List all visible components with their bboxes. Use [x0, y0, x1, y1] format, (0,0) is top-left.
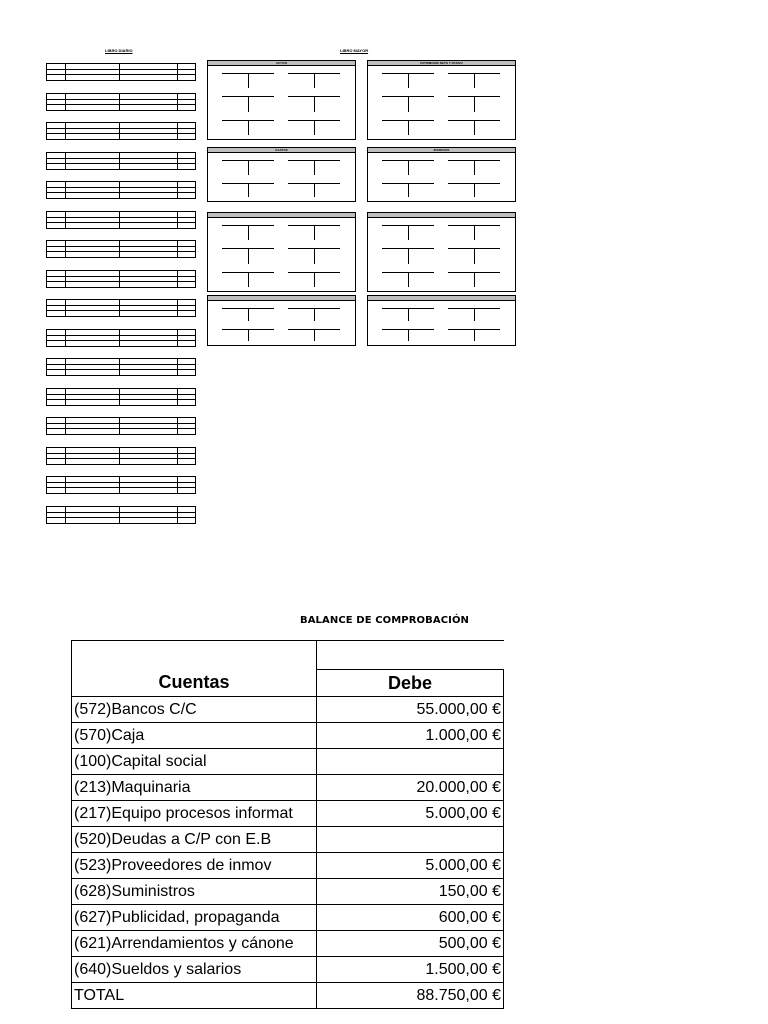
t-account — [448, 272, 500, 287]
diario-entry — [46, 240, 196, 258]
diario-entry — [46, 63, 196, 81]
mayor-section-title: PATRIMONIO NETO Y PASIVO — [368, 61, 515, 66]
header-group-cell — [317, 641, 504, 670]
t-account — [448, 329, 500, 342]
cuenta-cell: (621)Arrendamientos y cánone — [72, 931, 317, 957]
table-row — [72, 723, 504, 749]
diario-entry — [46, 93, 196, 111]
diario-entry — [46, 181, 196, 199]
libro-diario-sheet — [46, 63, 196, 535]
header-debe: Debe — [317, 670, 504, 697]
t-account — [288, 96, 340, 111]
table-row — [72, 827, 504, 853]
cuenta-cell: (100)Capital social — [72, 749, 317, 775]
cuenta-cell: (520)Deudas a C/P con E.B — [72, 827, 317, 853]
table-row — [72, 801, 504, 827]
diario-entry — [46, 270, 196, 288]
t-account — [448, 96, 500, 111]
t-account — [288, 248, 340, 263]
debe-cell: 150,00 € — [317, 879, 504, 905]
cuenta-cell: (627)Publicidad, propaganda — [72, 905, 317, 931]
diario-entry — [46, 211, 196, 229]
t-account — [448, 183, 500, 198]
debe-cell: 20.000,00 € — [317, 775, 504, 801]
mayor-section-title: INGRESOS — [368, 148, 515, 153]
diario-entry — [46, 417, 196, 435]
debe-cell — [317, 827, 504, 853]
mayor-section — [367, 212, 516, 292]
t-account — [288, 225, 340, 240]
mayor-section — [207, 60, 356, 140]
t-account — [222, 225, 274, 240]
diario-entry — [46, 388, 196, 406]
mayor-section-title — [208, 296, 355, 301]
table-row — [72, 983, 504, 1009]
t-account — [288, 308, 340, 321]
t-account — [382, 308, 434, 321]
table-row — [72, 931, 504, 957]
debe-cell: 5.000,00 € — [317, 853, 504, 879]
cuenta-cell: (572)Bancos C/C — [72, 697, 317, 723]
table-row — [72, 749, 504, 775]
mayor-section-title — [368, 296, 515, 301]
cuenta-cell: (523)Proveedores de inmov — [72, 853, 317, 879]
table-row — [72, 957, 504, 983]
t-account — [222, 248, 274, 263]
debe-cell: 55.000,00 € — [317, 697, 504, 723]
diario-entry — [46, 358, 196, 376]
table-row — [72, 905, 504, 931]
t-account — [288, 183, 340, 198]
balance-table — [71, 640, 504, 1009]
libro-mayor-title: LIBRO MAYOR — [340, 48, 369, 53]
mayor-section — [367, 295, 516, 346]
mayor-section — [207, 147, 356, 202]
t-account — [382, 272, 434, 287]
debe-cell: 1.500,00 € — [317, 957, 504, 983]
cuenta-cell: TOTAL — [72, 983, 317, 1009]
t-account — [222, 120, 274, 135]
diario-entry — [46, 506, 196, 524]
mayor-section — [207, 295, 356, 346]
t-account — [222, 329, 274, 342]
t-account — [222, 183, 274, 198]
mayor-section — [367, 60, 516, 140]
t-account — [448, 248, 500, 263]
t-account — [222, 308, 274, 321]
t-account — [382, 73, 434, 88]
diario-entry — [46, 152, 196, 170]
t-account — [288, 120, 340, 135]
t-account — [382, 160, 434, 175]
t-account — [382, 183, 434, 198]
cuenta-cell: (628)Suministros — [72, 879, 317, 905]
diario-entry — [46, 447, 196, 465]
t-account — [382, 120, 434, 135]
cuenta-cell: (570)Caja — [72, 723, 317, 749]
mayor-section-title: GASTOS — [208, 148, 355, 153]
cuenta-cell: (640)Sueldos y salarios — [72, 957, 317, 983]
diario-entry — [46, 476, 196, 494]
t-account — [222, 96, 274, 111]
mayor-section-title — [208, 213, 355, 218]
mayor-section-title — [368, 213, 515, 218]
t-account — [382, 329, 434, 342]
debe-cell: 600,00 € — [317, 905, 504, 931]
cuenta-cell: (213)Maquinaria — [72, 775, 317, 801]
debe-cell: 500,00 € — [317, 931, 504, 957]
t-account — [288, 272, 340, 287]
diario-entry — [46, 122, 196, 140]
t-account — [288, 73, 340, 88]
debe-cell: 5.000,00 € — [317, 801, 504, 827]
t-account — [382, 248, 434, 263]
debe-cell: 1.000,00 € — [317, 723, 504, 749]
t-account — [222, 272, 274, 287]
t-account — [448, 160, 500, 175]
table-row — [72, 775, 504, 801]
debe-cell: 88.750,00 € — [317, 983, 504, 1009]
table-row — [72, 697, 504, 723]
mayor-section — [207, 212, 356, 292]
t-account — [448, 225, 500, 240]
t-account — [448, 120, 500, 135]
mayor-section-title: ACTIVO — [208, 61, 355, 66]
diario-entry — [46, 299, 196, 317]
mayor-section — [367, 147, 516, 202]
t-account — [448, 308, 500, 321]
debe-cell — [317, 749, 504, 775]
t-account — [448, 73, 500, 88]
cuenta-cell: (217)Equipo procesos informat — [72, 801, 317, 827]
t-account — [288, 329, 340, 342]
table-row — [72, 879, 504, 905]
table-row — [72, 853, 504, 879]
t-account — [222, 160, 274, 175]
balance-title: BALANCE DE COMPROBACIÓN — [300, 615, 470, 626]
t-account — [382, 96, 434, 111]
t-account — [382, 225, 434, 240]
t-account — [222, 73, 274, 88]
t-account — [288, 160, 340, 175]
libro-diario-title: LIBRO DIARIO — [105, 48, 133, 53]
header-cuentas: Cuentas — [72, 641, 317, 697]
diario-entry — [46, 329, 196, 347]
